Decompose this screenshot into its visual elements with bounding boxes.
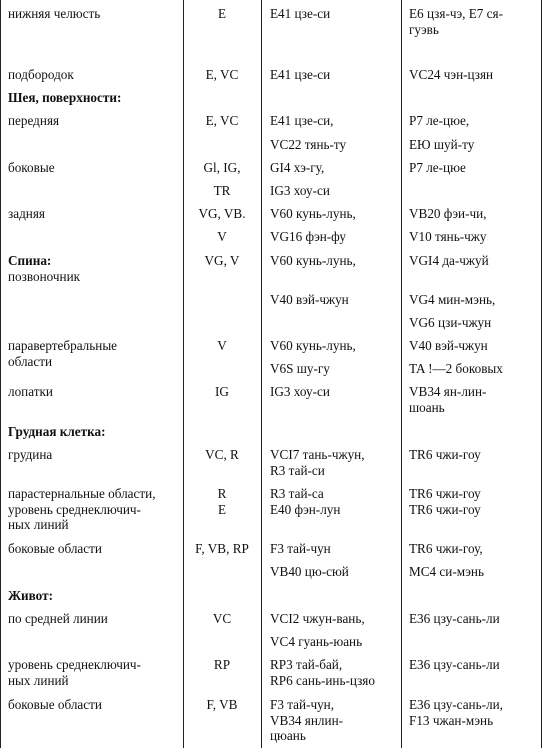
local-point-cell: VCI7 тань-чжун, R3 тай-си [270,447,365,478]
meridian-cell: R E [217,486,227,517]
remote-point-cell: E36 цзу-сань-ли [409,611,500,626]
section-heading: Живот: [8,588,53,603]
area-cell: паравертебральные области [8,338,118,369]
meridian-cell: TR [213,183,231,198]
area-cell: грудина [8,447,53,462]
local-point-cell: V6S шу-гу [270,361,330,376]
column-divider [261,0,262,748]
local-point-cell: IG3 хоу-си [270,384,330,399]
meridian-cell: VG, VB. [198,206,246,221]
meridian-cell: E [217,6,227,21]
local-point-cell: VC4 гуань-юань [270,634,363,649]
meridian-cell: F, VB [206,697,238,712]
local-point-cell: F3 тай-чун [270,541,331,556]
local-point-cell: RP3 тай-бай, RP6 сань-инь-цзяо [270,657,375,688]
meridian-cell: E, VC [205,113,239,128]
local-point-cell: R3 тай-са E40 фэн-лун [270,486,341,517]
area-cell: по средней линии [8,611,108,626]
meridian-cell: Gl, IG, [203,160,241,175]
remote-point-cell: VB34 ян-лин- шоань [409,384,487,415]
area-cell: передняя [8,113,60,128]
area-cell: позвоночник [8,269,81,284]
remote-point-cell: TR6 чжи-гоу [409,447,481,462]
remote-point-cell: TR6 чжи-гоу TR6 чжи-гоу [409,486,481,517]
remote-point-cell: TA !—2 боковых [409,361,503,376]
meridian-cell: RP [213,657,231,672]
local-point-cell: E41 цзе-си [270,67,331,82]
local-point-cell: VC22 тянь-ту [270,137,347,152]
local-point-cell: F3 тай-чун, VB34 янлин- цюань [270,697,344,743]
column-divider [0,0,1,748]
local-point-cell: E41 цзе-си, [270,113,334,128]
remote-point-cell: V40 вэй-чжун [409,338,488,353]
meridian-cell: V [217,338,227,353]
section-heading: Спина: [8,253,52,268]
column-divider [401,0,402,748]
local-point-cell: V60 кунь-лунь, [270,253,356,268]
local-point-cell: E41 цзе-си [270,6,331,21]
local-point-cell: IG3 хоу-си [270,183,330,198]
meridian-cell: VG, V [204,253,240,268]
area-cell: лопатки [8,384,53,399]
remote-point-cell: P7 ле-цюе [409,160,466,175]
meridian-cell: E, VC [205,67,239,82]
area-cell: уровень среднеключич- ных линий [8,657,141,688]
area-cell: задняя [8,206,45,221]
meridian-cell: VC [212,611,232,626]
area-cell: боковые области [8,697,102,712]
area-cell: парастернальные области, уровень среднеключич- ных линий [8,486,156,532]
local-point-cell: V40 вэй-чжун [270,292,349,307]
meridian-cell: F, VB, RP [195,541,249,556]
remote-point-cell: E36 цзу-сань-ли [409,657,500,672]
remote-point-cell: E36 цзу-сань-ли, F13 чжан-мэнь [409,697,503,728]
remote-point-cell: P7 ле-цюе, [409,113,470,128]
local-point-cell: V60 кунь-лунь, [270,338,356,353]
local-point-cell: VB40 цю-сюй [270,564,349,579]
area-cell: нижняя челюсть [8,6,101,21]
section-heading: Шея, поверхности: [8,90,122,105]
meridian-cell: VC, R [205,447,239,462]
area-cell: подбородок [8,67,74,82]
remote-point-cell: VG6 цзи-чжун [409,315,492,330]
area-cell: боковые [8,160,55,175]
area-cell: боковые области [8,541,102,556]
remote-point-cell: E6 цзя-чэ, E7 ся- гуэвь [409,6,503,37]
meridian-cell: IG [215,384,229,399]
local-point-cell: VG16 фэн-фу [270,229,346,244]
remote-point-cell: V10 тянь-чжу [409,229,487,244]
remote-point-cell: VG4 мин-мэнь, [409,292,496,307]
local-point-cell: V60 кунь-лунь, [270,206,356,221]
remote-point-cell: VC24 чэн-цзян [409,67,494,82]
remote-point-cell: TR6 чжи-гоу, [409,541,483,556]
local-point-cell: VCI2 чжун-вань, [270,611,365,626]
remote-point-cell: MC4 си-мэнь [409,564,484,579]
section-heading: Грудная клетка: [8,424,106,439]
remote-point-cell: ЕЮ шуй-ту [409,137,475,152]
local-point-cell: GI4 хэ-гу, [270,160,325,175]
remote-point-cell: VGI4 да-чжуй [409,253,489,268]
remote-point-cell: VB20 фэи-чи, [409,206,487,221]
meridian-cell: V [217,229,227,244]
